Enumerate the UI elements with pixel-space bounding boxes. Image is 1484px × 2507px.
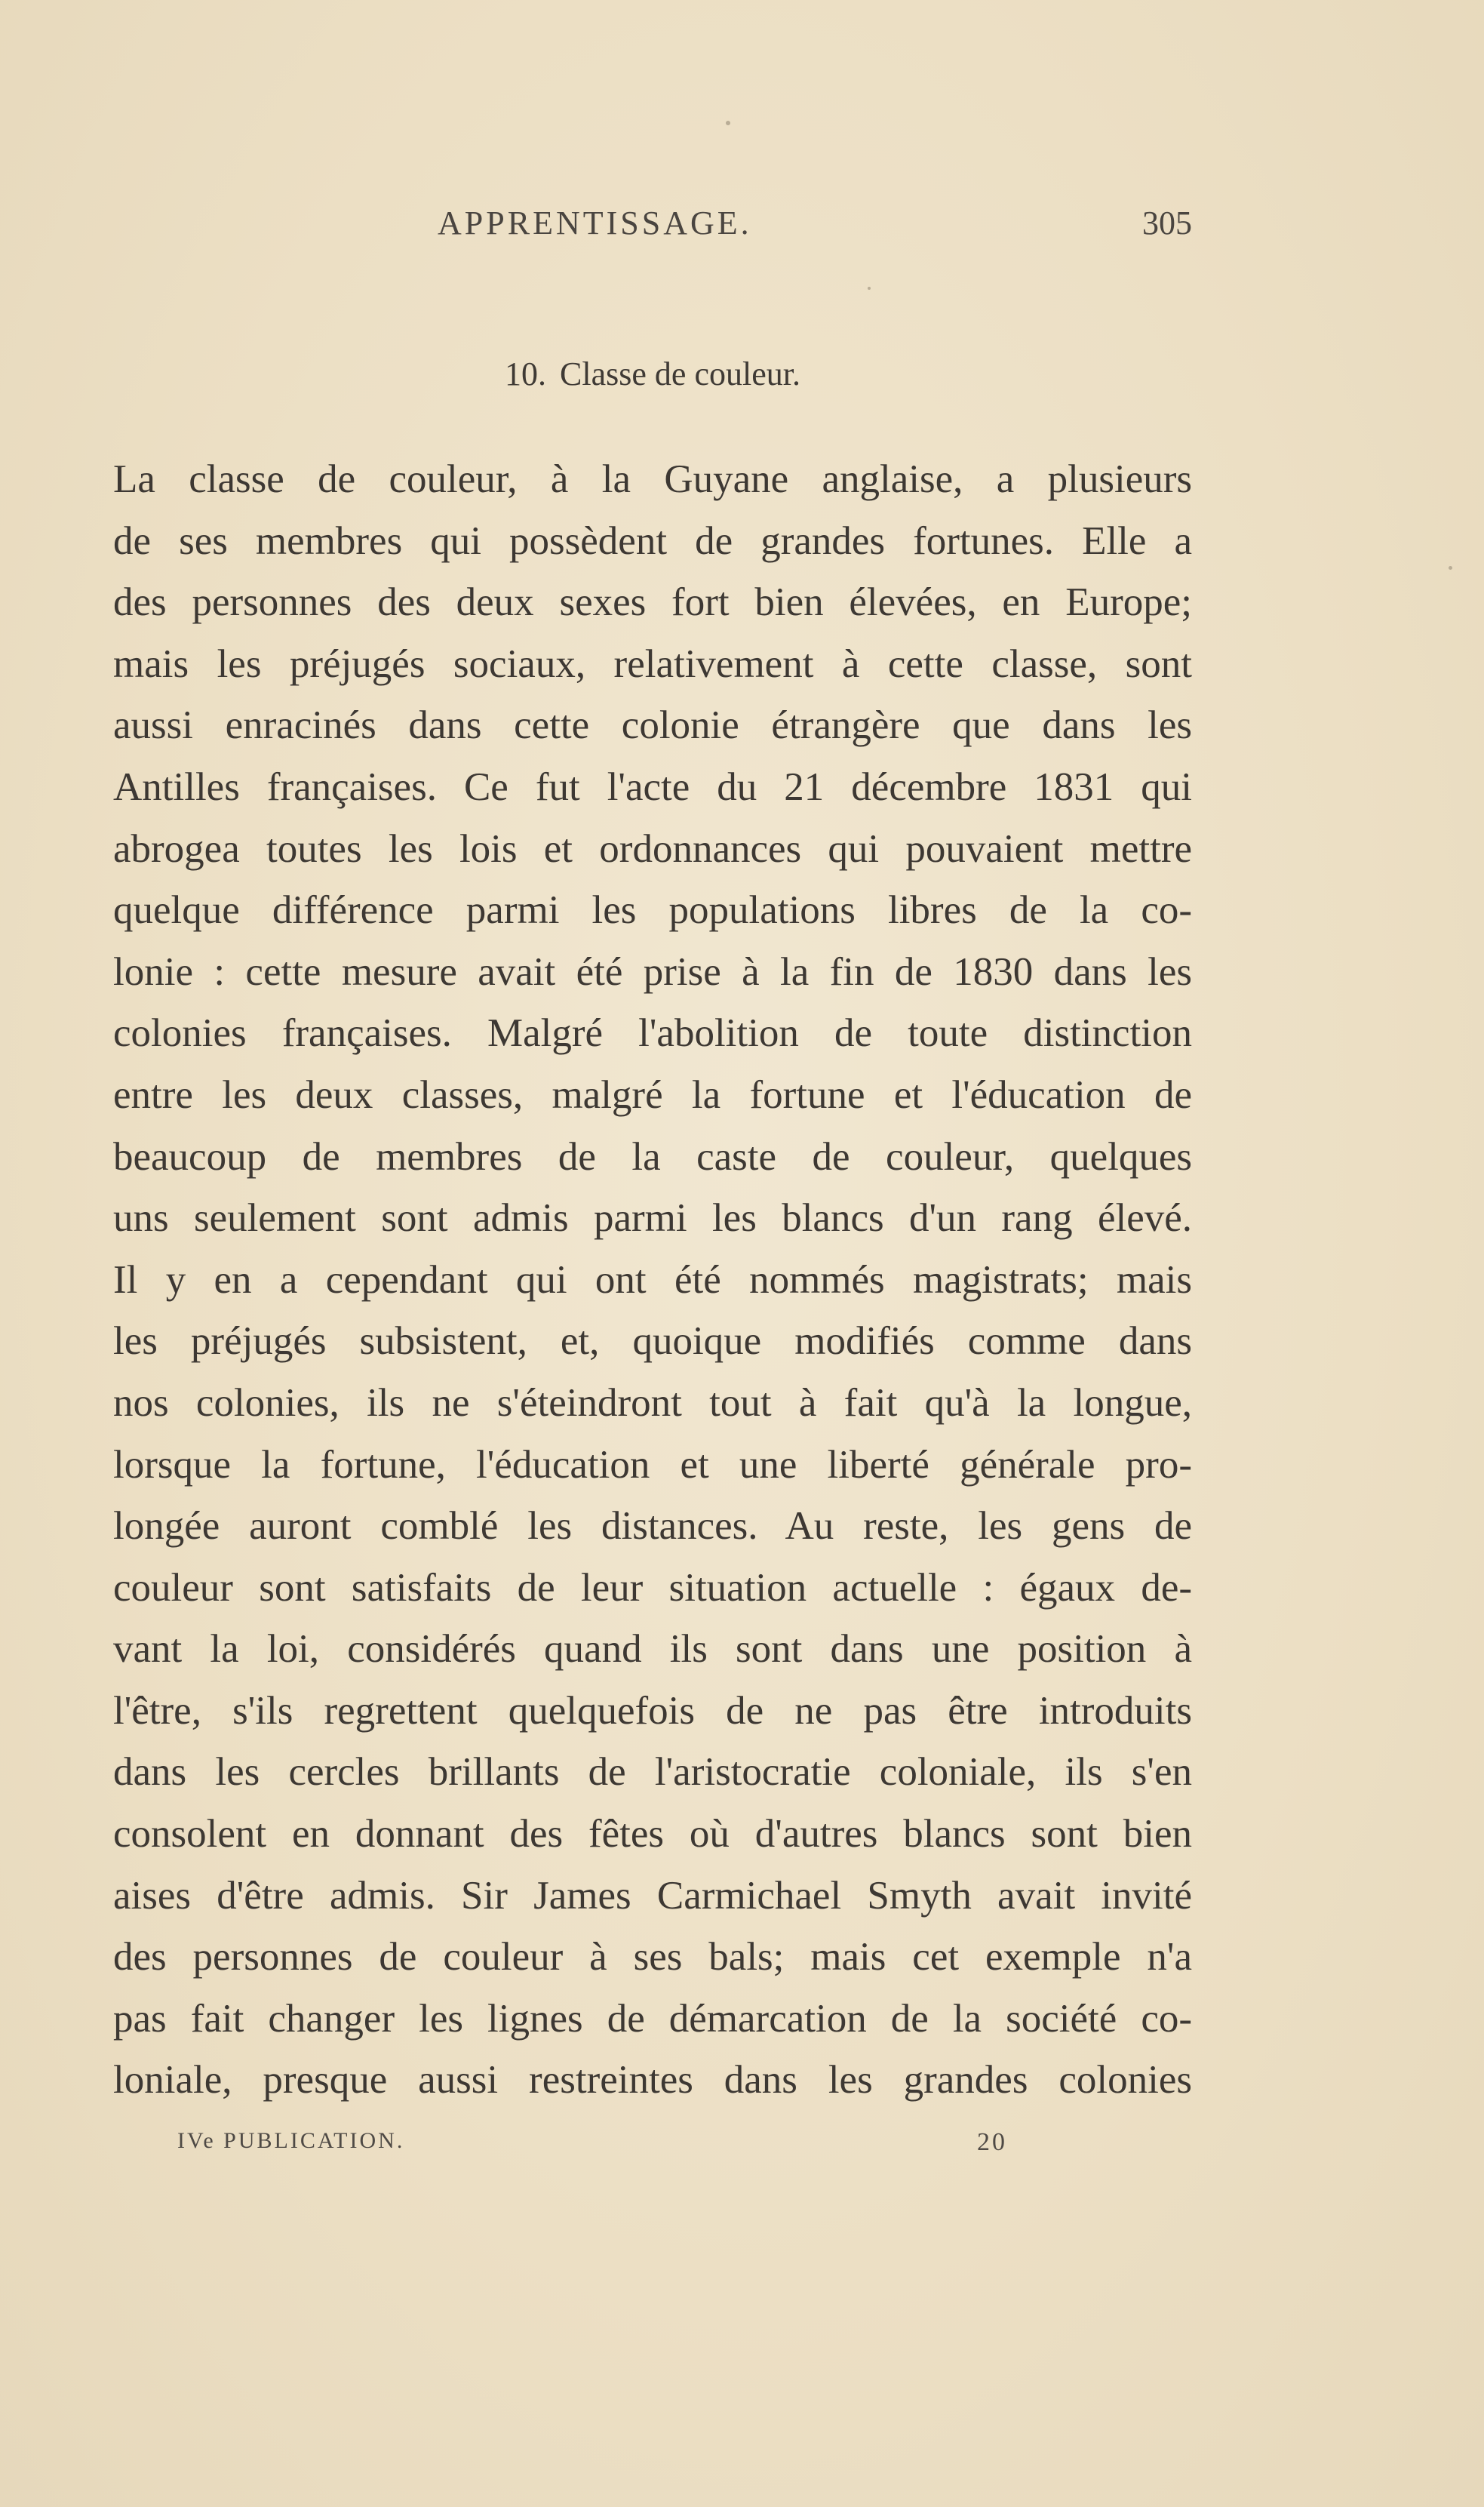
- text-line: des personnes des deux sexes fort bien élevées, en Europe;: [113, 580, 1192, 625]
- text-line: l'être, s'ils regrettent quelquefois de ne pas être introduits: [113, 1688, 1192, 1733]
- publication-signature: IVe PUBLICATION.: [177, 2128, 405, 2153]
- text-line: lonie : cette mesure avait été prise à la fin de 1830 dans les: [113, 949, 1192, 994]
- text-line: mais les préjugés sociaux, relativement à cette classe, sont: [113, 641, 1192, 686]
- text-line: uns seulement sont admis parmi les blancs d'un rang élevé.: [113, 1196, 1192, 1241]
- text-line: dans les cercles brillants de l'aristocratie coloniale, ils s'en: [113, 1750, 1192, 1795]
- text-line: loniale, presque aussi restreintes dans les grandes colonies: [113, 2058, 1192, 2102]
- text-line: Il y en a cependant qui ont été nommés magistrats; mais: [113, 1257, 1192, 1302]
- signature-mark: 20: [977, 2128, 1007, 2156]
- running-title: APPRENTISSAGE.: [438, 205, 752, 241]
- text-line: couleur sont satisfaits de leur situation actuelle : égaux de-: [113, 1565, 1192, 1610]
- text-line: beaucoup de membres de la caste de couleur, quelques: [113, 1134, 1192, 1179]
- text-line: quelque différence parmi les populations libres de la co-: [113, 888, 1192, 933]
- text-line: de ses membres qui possèdent de grandes fortunes. Elle a: [113, 518, 1192, 563]
- section-title: Classe de couleur.: [560, 355, 800, 392]
- text-line: longée auront comblé les distances. Au reste, les gens de: [113, 1504, 1192, 1549]
- paper-speck: [726, 121, 730, 125]
- paper-speck: [1449, 566, 1452, 570]
- text-line: consolent en donnant des fêtes où d'autres blancs sont bien: [113, 1812, 1192, 1856]
- text-line: colonies françaises. Malgré l'abolition de toute distinction: [113, 1011, 1192, 1056]
- section-number: 10.: [505, 355, 547, 392]
- text-line: pas fait changer les lignes de démarcation de la société co-: [113, 1996, 1192, 2041]
- body-paragraph: [113, 449, 1192, 2112]
- section-heading: [113, 355, 1192, 393]
- text-line: les préjugés subsistent, et, quoique modifiés comme dans: [113, 1319, 1192, 1364]
- page-number: 305: [1142, 205, 1192, 241]
- text-line: aises d'être admis. Sir James Carmichael Smyth avait invité: [113, 1873, 1192, 1918]
- text-line: entre les deux classes, malgré la fortune et l'éducation de: [113, 1072, 1192, 1117]
- text-line: La classe de couleur, à la Guyane anglaise, a plusieurs: [113, 457, 1192, 501]
- text-line: lorsque la fortune, l'éducation et une liberté générale pro-: [113, 1442, 1192, 1487]
- text-line: aussi enracinés dans cette colonie étrangère que dans les: [113, 703, 1192, 748]
- paper-speck: [868, 287, 871, 290]
- running-head: [113, 204, 1192, 249]
- text-line: abrogea toutes les lois et ordonnances qui pouvaient mettre: [113, 826, 1192, 871]
- text-line: des personnes de couleur à ses bals; mais cet exemple n'a: [113, 1935, 1192, 1979]
- text-line: vant la loi, considérés quand ils sont dans une position à: [113, 1627, 1192, 1672]
- signature-line: [177, 2128, 1007, 2166]
- text-line: Antilles françaises. Ce fut l'acte du 21 décembre 1831 qui: [113, 764, 1192, 809]
- text-line: nos colonies, ils ne s'éteindront tout à fait qu'à la longue,: [113, 1380, 1192, 1425]
